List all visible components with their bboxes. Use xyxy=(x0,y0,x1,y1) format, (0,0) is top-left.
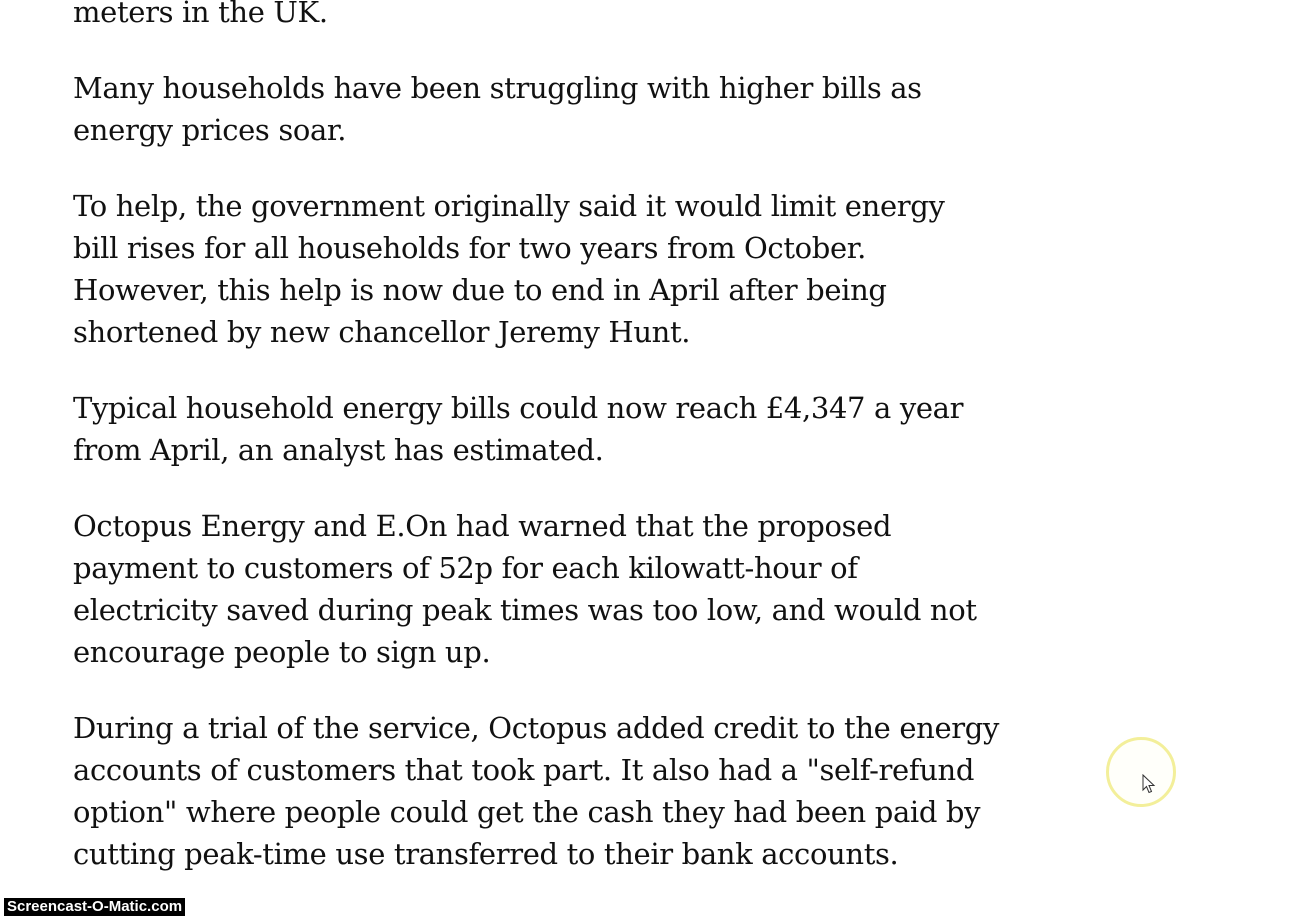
paragraph-line: Typical household energy bills could now reach £4,347 a year xyxy=(73,391,964,425)
paragraph-line: accounts of customers that took part. It also had a "self-refund xyxy=(73,753,975,787)
paragraph-line: However, this help is now due to end in April after being xyxy=(73,273,887,307)
paragraph-line: Many households have been struggling with higher bills as xyxy=(73,71,922,105)
paragraph-line: bill rises for all households for two years from October. xyxy=(73,231,866,265)
paragraph-line: cutting peak-time use transferred to their bank accounts. xyxy=(73,837,899,871)
article-paragraph-1 xyxy=(73,0,1073,33)
cursor-highlight-ring xyxy=(1106,737,1176,807)
paragraph-line: Octopus Energy and E.On had warned that the proposed xyxy=(73,509,892,543)
paragraph-line: To help, the government originally said it would limit energy xyxy=(73,189,945,223)
article-paragraph-3 xyxy=(73,185,1073,353)
article-body xyxy=(73,0,1073,909)
paragraph-line: electricity saved during peak times was too low, and would not xyxy=(73,593,977,627)
paragraph-line: During a trial of the service, Octopus added credit to the energy xyxy=(73,711,1000,745)
paragraph-line: from April, an analyst has estimated. xyxy=(73,433,604,467)
article-paragraph-6 xyxy=(73,707,1073,875)
arrow-pointer-icon xyxy=(1142,774,1156,794)
paragraph-line: shortened by new chancellor Jeremy Hunt. xyxy=(73,315,691,349)
article-paragraph-2 xyxy=(73,67,1073,151)
article-paragraph-5 xyxy=(73,505,1073,673)
article-paragraph-4 xyxy=(73,387,1073,471)
screencast-watermark: Screencast-O-Matic.com xyxy=(4,898,185,916)
paragraph-line: meters in the UK. xyxy=(73,0,328,29)
paragraph-line: energy prices soar. xyxy=(73,113,347,147)
paragraph-line: payment to customers of 52p for each kilowatt-hour of xyxy=(73,551,858,585)
paragraph-line: option" where people could get the cash they had been paid by xyxy=(73,795,981,829)
paragraph-line: encourage people to sign up. xyxy=(73,635,491,669)
